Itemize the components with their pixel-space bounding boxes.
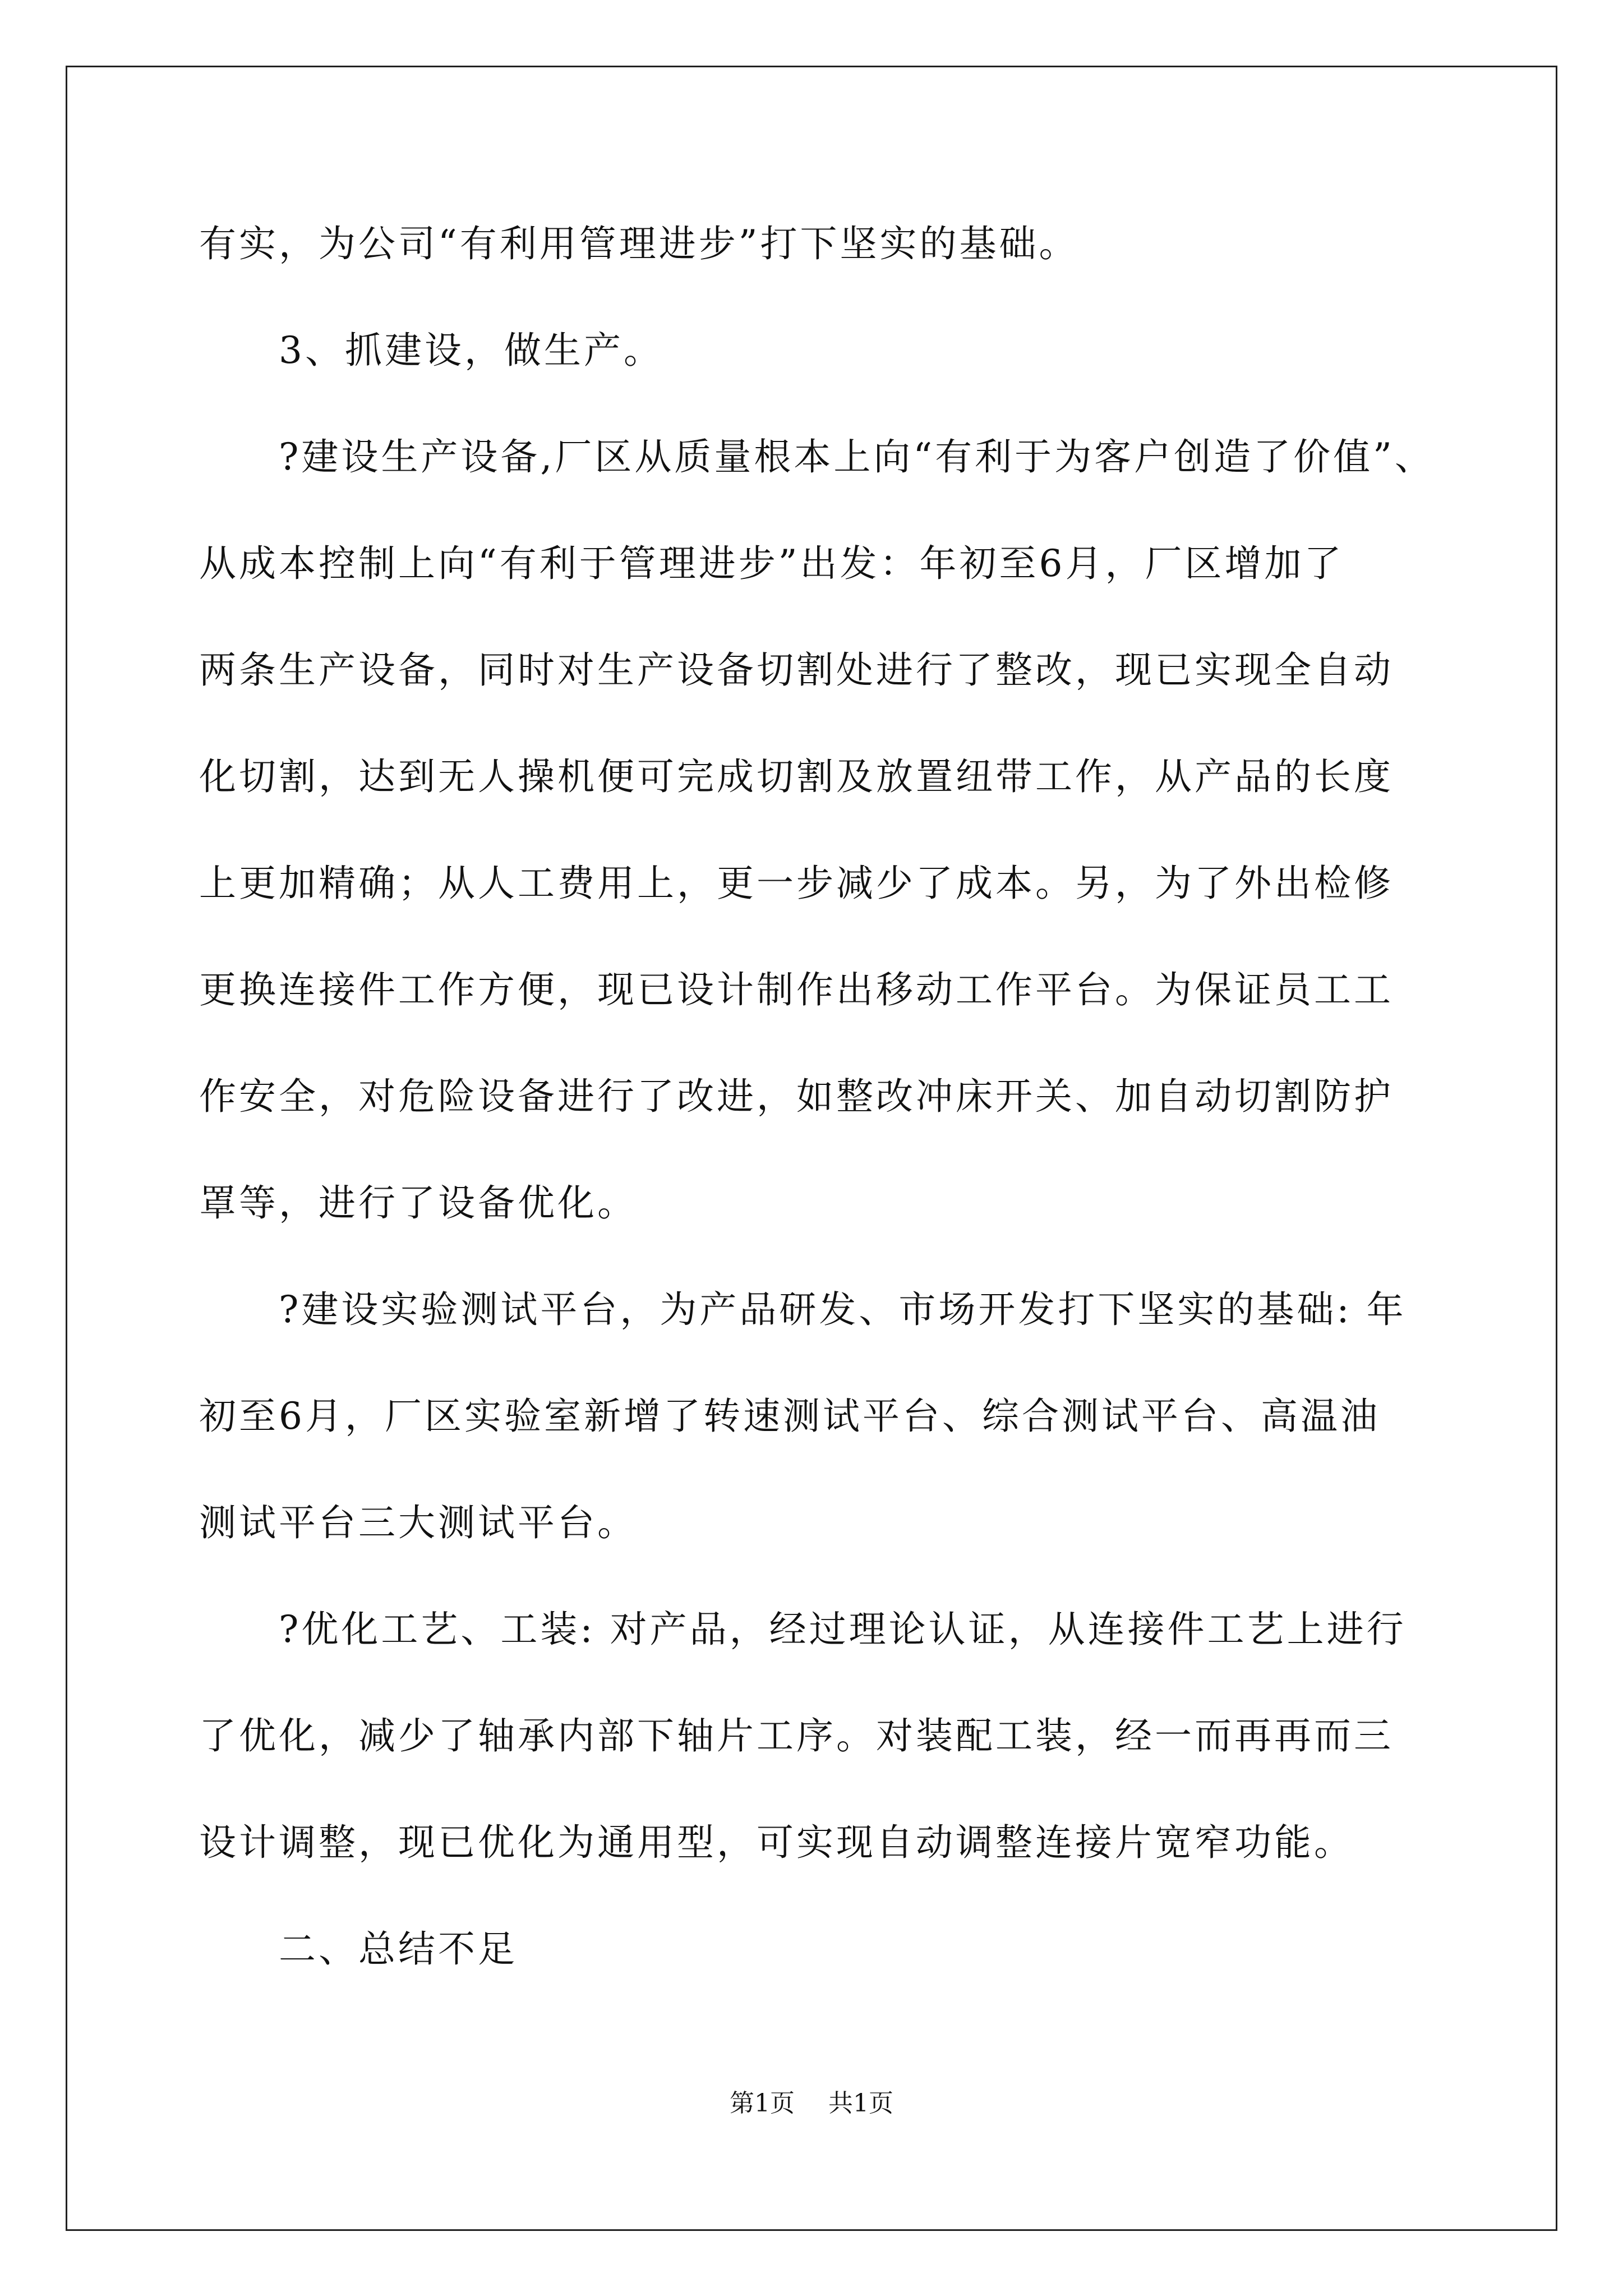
paragraph-line: 更换连接件工作方便，现已设计制作出移动工作平台。为保证员工工 [199,968,1394,1011]
paragraph-line: 测试平台三大测试平台。 [199,1501,637,1544]
paragraph-line: 有实，为公司“有利用管理进步”打下坚实的基础。 [199,222,1079,265]
paragraph-line: 上更加精确；从人工费用上，更一步减少了成本。另，为了外出检修 [199,862,1394,905]
paragraph-line: 两条生产设备，同时对生产设备切割处进行了整改，现已实现全自动 [199,648,1394,692]
paragraph-line: 从成本控制上向“有利于管理进步”出发：年初至6月，厂区增加了 [199,542,1344,585]
paragraph-line: 作安全，对危险设备进行了改进，如整改冲床开关、加自动切割防护 [199,1075,1394,1118]
page-footer [0,2087,1623,2120]
paragraph-line: 设计调整，现已优化为通用型，可实现自动调整连接片宽窄功能。 [199,1821,1354,1864]
paragraph-line: 化切割，达到无人操机便可完成切割及放置纽带工作，从产品的长度 [199,755,1394,798]
paragraph-line: 初至6月，厂区实验室新增了转速测试平台、综合测试平台、高温油 [199,1395,1380,1438]
page-number: 第1页 [730,2089,795,2118]
paragraph-line: ?建设生产设备,厂区从质量根本上向“有利于为客户创造了价值”、 [279,435,1435,478]
paragraph-line: ?优化工艺、工装: 对产品，经过理论认证，从连接件工艺上进行 [279,1608,1407,1651]
paragraph-line: 了优化，减少了轴承内部下轴片工序。对装配工装，经一而再再而三 [199,1714,1394,1757]
section-heading: 3、抓建设，做生产。 [279,329,663,372]
total-pages: 共1页 [828,2089,893,2118]
paragraph-line: 罩等，进行了设备优化。 [199,1181,637,1225]
section-heading: 二、总结不足 [279,1927,518,1971]
page-frame [66,66,1557,2231]
paragraph-line: ?建设实验测试平台，为产品研发、市场开发打下坚实的基础: 年 [279,1288,1407,1331]
